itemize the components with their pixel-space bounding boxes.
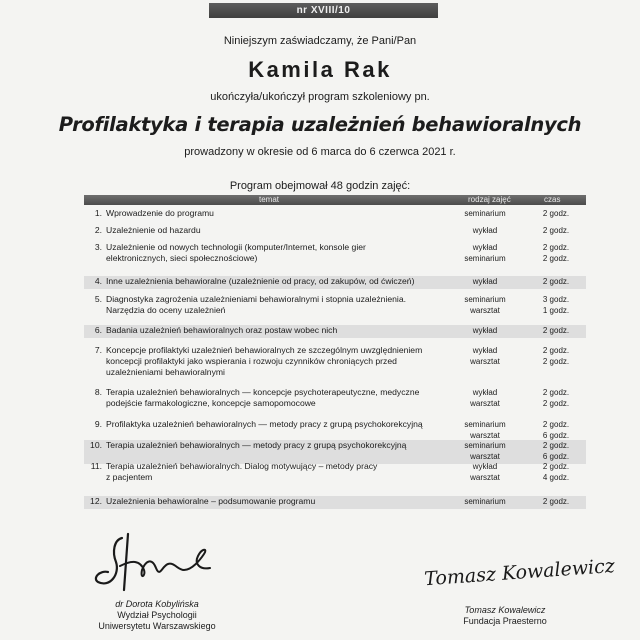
row-time-line: 1 godz.: [542, 306, 570, 315]
row-type: [444, 294, 526, 316]
right-signatory: [440, 605, 570, 627]
row-type-line: wykład: [472, 326, 498, 335]
row-time: [536, 387, 576, 409]
row-number: 2.: [94, 225, 102, 235]
row-time: [536, 294, 576, 316]
row-time-line: 2 godz.: [542, 497, 570, 506]
row-number: 5.: [94, 294, 102, 304]
row-type-line: wykład: [472, 346, 498, 355]
row-number: 4.: [94, 276, 102, 286]
row-time: [536, 208, 576, 219]
row-number: 6.: [94, 325, 102, 335]
row-time: [536, 242, 576, 264]
row-topic-line: Uzależnienia behawioralne – podsumowanie programu: [106, 496, 316, 506]
row-topic: [106, 345, 466, 378]
row-topic: [106, 419, 466, 430]
row-number: 7.: [94, 345, 102, 355]
row-topic: [106, 225, 466, 236]
program-hours: Program obejmował 48 godzin zajęć:: [229, 180, 411, 192]
left-signatory-faculty: Wydział Psychologii: [117, 610, 197, 620]
row-type-line: wykład: [472, 462, 498, 471]
row-topic-line: Wprowadzenie do programu: [106, 208, 214, 218]
row-time-line: 2 godz.: [542, 388, 570, 397]
row-time-line: 6 godz.: [542, 431, 570, 440]
row-type: [444, 325, 526, 336]
row-time-line: 3 godz.: [542, 295, 570, 304]
signature-kobylinska: [92, 530, 222, 602]
header-topic: temat: [259, 195, 280, 204]
row-type-line: wykład: [472, 277, 498, 286]
row-type: [444, 496, 526, 507]
row-topic-line: Terapia uzależnień behawioralnych — koncepcje psychoterapeutyczne, medyczne: [106, 387, 420, 397]
table-row: [84, 387, 586, 411]
row-topic: [106, 440, 466, 451]
handwritten-signature: Tomasz Kowalewicz: [423, 555, 616, 591]
row-type: [444, 276, 526, 287]
row-type: [444, 242, 526, 264]
table-header: [84, 195, 586, 205]
row-topic-line: Profilaktyka uzależnień behawioralnych — metody pracy z grupą psychokorekcyjną: [106, 419, 423, 429]
row-topic: [106, 496, 466, 507]
left-signatory-university: Uniwersytetu Warszawskiego: [98, 621, 216, 631]
row-topic-line: Koncepcje profilaktyki uzależnień behawioralnych ze szczególnym uwzględnieniem: [106, 345, 423, 355]
row-topic-line: Uzależnienie od hazardu: [106, 225, 201, 235]
left-signatory-name: dr Dorota Kobylińska: [115, 599, 199, 609]
row-number: 3.: [94, 242, 102, 252]
row-topic: [106, 325, 466, 336]
row-topic: [106, 242, 466, 264]
table-row: [84, 294, 586, 318]
row-time: [536, 461, 576, 483]
row-time: [536, 419, 576, 441]
row-type-line: warsztat: [470, 452, 500, 461]
course-title: Profilaktyka i terapia uzależnień behawioralnych: [58, 113, 582, 136]
signature-kowalewicz: [420, 548, 616, 596]
row-time: [536, 496, 576, 507]
row-time-line: 2 godz.: [542, 462, 570, 471]
table-row: [84, 461, 586, 485]
row-topic-line: Inne uzależnienia behawioralne (uzależnienie od pracy, od zakupów, od ćwiczeń): [106, 276, 415, 286]
row-topic: [106, 387, 466, 409]
right-signatory-organization: Fundacja Praesterno: [463, 616, 547, 626]
row-type-line: seminarium: [464, 497, 506, 506]
row-type: [444, 387, 526, 409]
row-type-line: wykład: [472, 243, 498, 252]
row-topic-line: Terapia uzależnień behawioralnych. Dialog motywujący – metody pracy: [106, 461, 378, 471]
row-time-line: 2 godz.: [542, 399, 570, 408]
table-row: [84, 276, 586, 289]
completion-text: ukończyła/ukończył program szkoleniowy pn.: [210, 91, 430, 103]
row-number: 10.: [90, 440, 102, 450]
row-topic-line: uzależnieniami behawioralnymi: [106, 367, 225, 377]
row-type: [444, 440, 526, 462]
row-time: [536, 440, 576, 462]
row-time-line: 2 godz.: [542, 277, 570, 286]
row-topic-line: z pacjentem: [106, 472, 153, 482]
row-time-line: 2 godz.: [542, 226, 570, 235]
certificate-number: nr XVIII/10: [209, 3, 438, 18]
row-time-line: 6 godz.: [542, 452, 570, 461]
row-time: [536, 276, 576, 287]
row-topic-line: Uzależnienie od nowych technologii (komputer/Internet, konsole gier: [106, 242, 366, 252]
row-type-line: warsztat: [470, 306, 500, 315]
row-type-line: wykład: [472, 388, 498, 397]
row-time-line: 2 godz.: [542, 254, 570, 263]
row-type: [444, 208, 526, 219]
row-time: [536, 325, 576, 336]
row-type-line: seminarium: [464, 420, 506, 429]
row-time-line: 2 godz.: [542, 243, 570, 252]
row-topic-line: koncepcji profilaktyki jako wspierania i rozwoju czynników chroniących przed: [106, 356, 397, 366]
right-signatory-name: Tomasz Kowalewicz: [464, 605, 546, 615]
row-type-line: seminarium: [464, 441, 506, 450]
row-topic-line: Diagnostyka zagrożenia uzależnieniami behawioralnymi i stopnia uzależnienia.: [106, 294, 406, 304]
row-topic: [106, 276, 466, 287]
table-row: [84, 242, 586, 266]
row-number: 11.: [90, 461, 102, 471]
left-signatory: [72, 599, 242, 632]
row-type-line: warsztat: [470, 357, 500, 366]
row-type-line: warsztat: [470, 431, 500, 440]
row-time-line: 4 godz.: [542, 473, 570, 482]
row-type-line: warsztat: [470, 473, 500, 482]
row-time: [536, 345, 576, 367]
row-topic: [106, 461, 466, 483]
row-number: 12.: [90, 496, 102, 506]
row-type-line: seminarium: [464, 254, 506, 263]
row-topic: [106, 294, 466, 316]
row-time-line: 2 godz.: [542, 420, 570, 429]
row-type-line: seminarium: [464, 295, 506, 304]
row-type: [444, 419, 526, 441]
row-type-line: wykład: [472, 226, 498, 235]
row-type: [444, 461, 526, 483]
row-number: 9.: [94, 419, 102, 429]
row-time-line: 2 godz.: [542, 441, 570, 450]
row-topic: [106, 208, 466, 219]
table-row: [84, 345, 586, 380]
row-topic-line: Narzędzia do oceny uzależnień: [106, 305, 226, 315]
attestation-text: Niniejszym zaświadczamy, że Pani/Pan: [223, 35, 417, 47]
row-topic-line: elektronicznych, sieci społecznościowe): [106, 253, 258, 263]
row-type: [444, 225, 526, 236]
row-number: 8.: [94, 387, 102, 397]
table-row: [84, 325, 586, 338]
table-row: [84, 208, 586, 221]
row-number: 1.: [94, 208, 102, 218]
row-time-line: 2 godz.: [542, 209, 570, 218]
row-type: [444, 345, 526, 367]
row-time: [536, 225, 576, 236]
row-time-line: 2 godz.: [542, 326, 570, 335]
table-row: [84, 496, 586, 509]
row-topic-line: Terapia uzależnień behawioralnych — metody pracy z grupą psychokorekcyjną: [106, 440, 407, 450]
course-period: prowadzony w okresie od 6 marca do 6 czerwca 2021 r.: [184, 146, 456, 158]
row-time-line: 2 godz.: [542, 357, 570, 366]
row-topic-line: Badania uzależnień behawioralnych oraz postaw wobec nich: [106, 325, 338, 335]
header-time: czas: [544, 195, 561, 204]
table-row: [84, 225, 586, 238]
header-type: rodzaj zajęć: [468, 195, 511, 204]
row-type-line: seminarium: [464, 209, 506, 218]
row-time-line: 2 godz.: [542, 346, 570, 355]
row-topic-line: podejście farmakologiczne, koncepcje samopomocowe: [106, 398, 316, 408]
recipient-name: Kamila Rak: [248, 57, 392, 82]
row-type-line: warsztat: [470, 399, 500, 408]
